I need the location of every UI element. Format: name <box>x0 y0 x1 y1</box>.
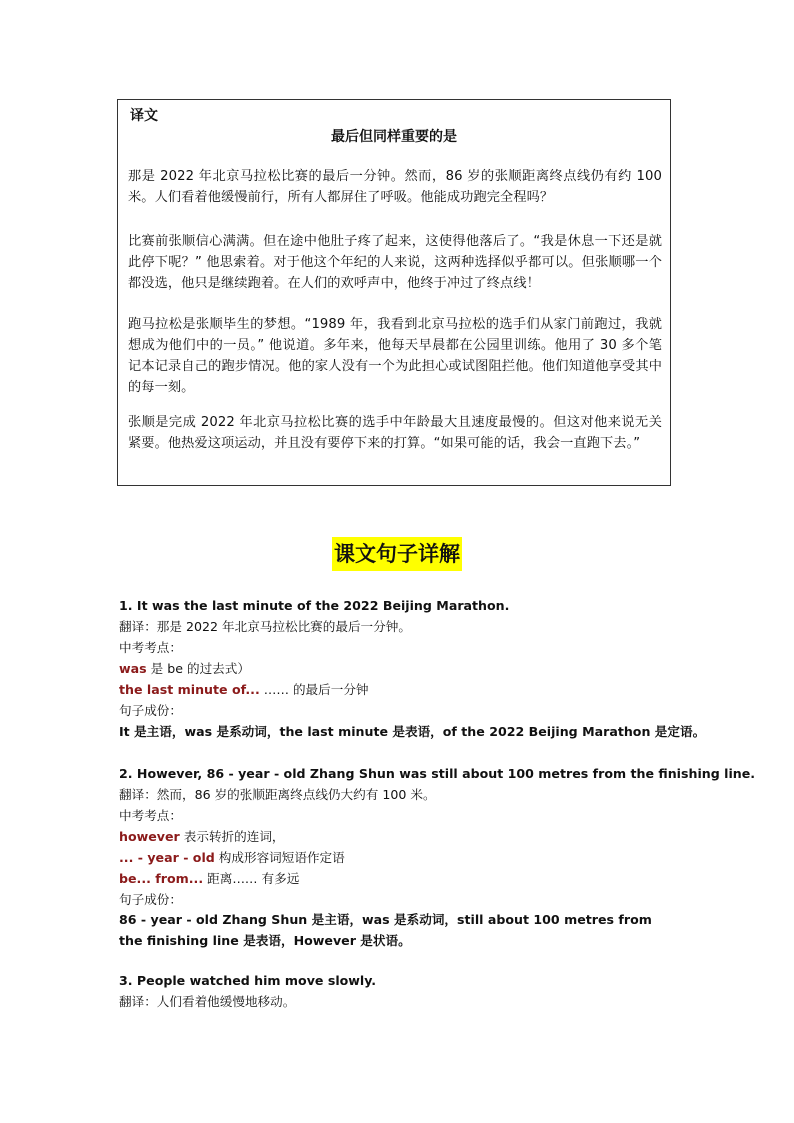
sentence-1-keypoints-label: 中考考点： <box>119 640 182 655</box>
keyword: however <box>119 829 180 844</box>
box-label: 译文 <box>130 108 158 124</box>
sentence-2-keypoints-label: 中考考点： <box>119 808 182 823</box>
keyword-explanation: …… 的最后一分钟 <box>259 682 369 697</box>
sentence-3-translation: 翻译：人们看着他缓慢地移动。 <box>119 994 296 1009</box>
section-heading-text: 课文句子详解 <box>332 537 462 571</box>
sentence-2-question: 2. However, 86 - year - old Zhang Shun was still about 100 metres from the finishing line. <box>119 766 756 781</box>
sentence-1-keypoint-1 <box>119 660 250 678</box>
sentence-1-translation: 翻译：那是 2022 年北京马拉松比赛的最后一分钟。 <box>119 619 411 634</box>
sentence-2-analysis: 86 - year - old Zhang Shun 是主语，was 是系动词，still about 100 metres from the finishing line 是表语，However 是状语。 <box>119 912 652 948</box>
sentence-1-question: 1. It was the last minute of the 2022 Beijing Marathon. <box>119 598 510 613</box>
keyword: be... from... <box>119 871 204 886</box>
sentence-2-keypoint-1 <box>119 828 285 846</box>
sentence-1-components-label: 句子成份： <box>119 703 182 718</box>
translation-box <box>117 99 671 486</box>
section-heading <box>0 537 794 571</box>
paragraph-1: 那是 2022 年北京马拉松比赛的最后一分钟。然而，86 岁的张顺距离终点线仍有约 100 米。人们看着他缓慢前行，所有人都屏住了呼吸。他能成功跑完全程吗？ <box>128 169 662 205</box>
keyword-explanation: 是 be 的过去式） <box>146 661 250 676</box>
keyword: was <box>119 661 147 676</box>
box-title: 最后但同样重要的是 <box>331 129 457 145</box>
sentence-2-components-label: 句子成份： <box>119 892 182 907</box>
paragraph-4: 张顺是完成 2022 年北京马拉松比赛的选手中年龄最大且速度最慢的。但这对他来说无关紧要。他热爱这项运动，并且没有要停下来的打算。“如果可能的话，我会一直跑下去。” <box>128 415 662 451</box>
sentence-2-keypoint-2 <box>119 849 345 867</box>
keyword-explanation: 距离…… 有多远 <box>203 871 300 886</box>
keyword: the last minute of... <box>119 682 260 697</box>
sentence-1-keypoint-2 <box>119 681 369 699</box>
paragraph-3: 跑马拉松是张顺毕生的梦想。“1989 年，我看到北京马拉松的选手们从家门前跑过，我就想成为他们中的一员。” 他说道。多年来，他每天早晨都在公园里训练。他用了 30 多个笔记本记录自己的跑步情况。他的家人没有一个为此担心或试图阻拦他。他们知道他享受其中的每一刻。 <box>128 317 662 395</box>
keyword: ... - year - old <box>119 850 215 865</box>
sentence-3-question: 3. People watched him move slowly. <box>119 973 377 988</box>
sentence-2-keypoint-3 <box>119 870 299 888</box>
paragraph-2: 比赛前张顺信心满满。但在途中他肚子疼了起来，这使得他落后了。“我是休息一下还是就此停下呢？” 他思索着。对于他这个年纪的人来说，这两种选择似乎都可以。但张顺哪一个都没选，他只是继续跑着。在人们的欢呼声中，他终于冲过了终点线！ <box>128 234 662 291</box>
sentence-1-analysis: It 是主语，was 是系动词，the last minute 是表语，of the 2022 Beijing Marathon 是定语。 <box>119 724 706 739</box>
sentence-2-translation: 翻译：然而，86 岁的张顺距离终点线仍大约有 100 米。 <box>119 787 436 802</box>
keyword-explanation: 构成形容词短语作定语 <box>214 850 345 865</box>
keyword-explanation: 表示转折的连词， <box>179 829 285 844</box>
